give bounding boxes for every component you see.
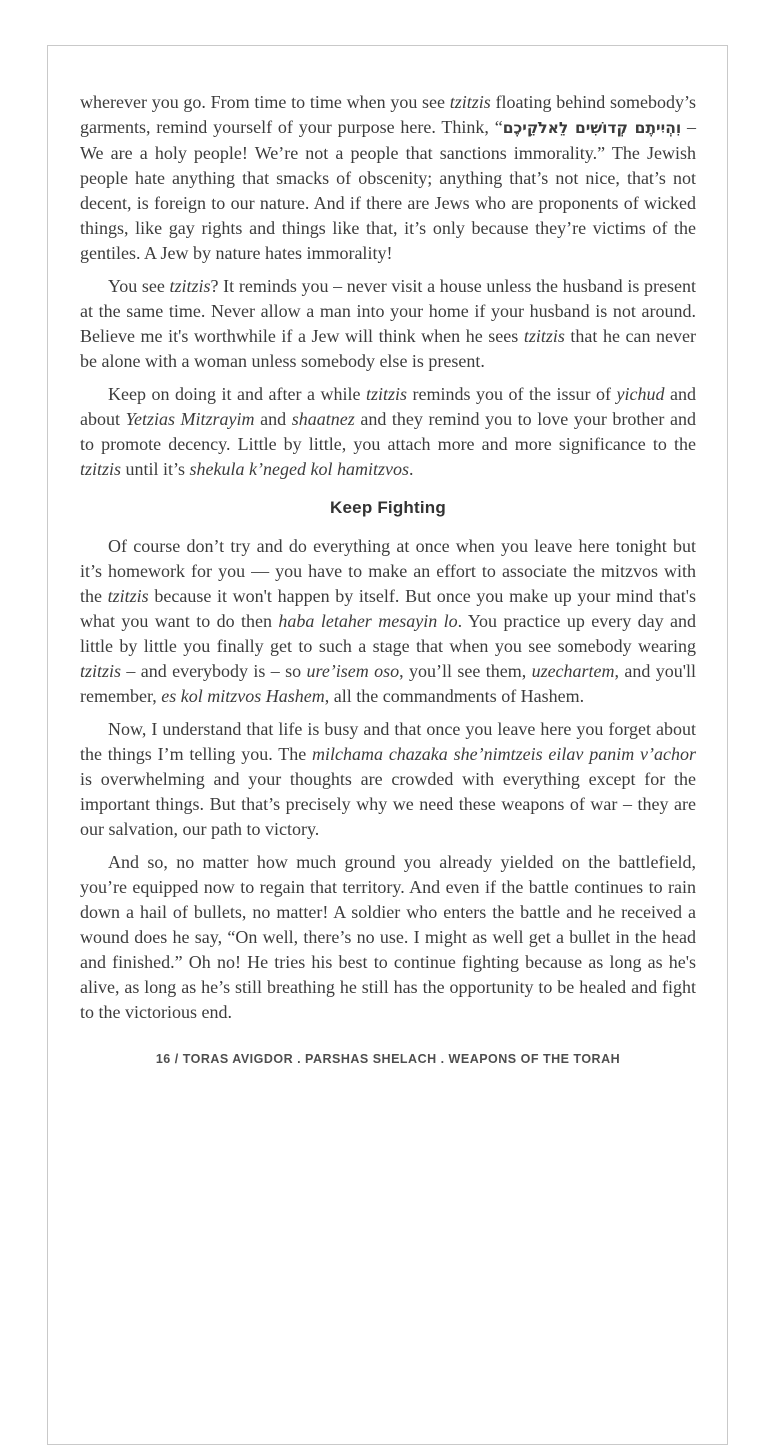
italic-term: ure’isem oso xyxy=(306,661,400,681)
paragraph xyxy=(80,534,696,709)
text-run: reminds you of the issur of xyxy=(407,384,617,404)
text-run: – and everybody is – so xyxy=(121,661,307,681)
italic-term: tzitzis xyxy=(169,276,211,296)
page-number: 16 xyxy=(155,1052,171,1066)
text-run: and xyxy=(254,409,292,429)
hebrew-verse: וִהְיִיתֶם קְדוֹשִׁים לֵאלֹקֵיכֶם xyxy=(502,119,682,137)
page-content xyxy=(48,46,727,1072)
text-run: Keep on doing it and after a while xyxy=(108,384,366,404)
italic-term: tzitzis xyxy=(523,326,565,346)
paragraph xyxy=(80,850,696,1025)
italic-term: milchama chazaka she’nimtzeis eilav panim v’achor xyxy=(312,744,696,764)
text-run: , all the commandments of Hashem. xyxy=(324,686,585,706)
italic-term: tzitzis xyxy=(449,92,491,112)
text-run: You see xyxy=(108,276,170,296)
text-run: ? It reminds you – never visit a house unless the husband is present at the same time. Never allow a man into your home if your husband is not around. Believe me it's worthwhile if a Jew will think when he sees xyxy=(80,276,696,346)
paragraph xyxy=(80,274,696,374)
italic-term: tzitzis xyxy=(107,586,149,606)
italic-term: tzitzis xyxy=(365,384,407,404)
italic-term: uzechartem xyxy=(531,661,615,681)
section-heading: Keep Fighting xyxy=(330,498,446,517)
text-run: because it won't happen by itself. But once you make up your mind that's what you want to do then xyxy=(80,586,696,631)
document-page xyxy=(47,45,728,1445)
text-run: And so, no matter how much ground you already yielded on the battlefield, you’re equipped now to regain that territory. And even if the battle continues to rain down a hail of bullets, no matter! A soldier who enters the battle and he received a wound does he say, “On well, there’s no use. I might as well get a bullet in the head and finished.” Oh no! He tries his best to continue fighting because as long as he's alive, as long as he’s still breathing he still has the opportunity to be healed and fight to the victorious end. xyxy=(80,852,696,1022)
italic-term: Yetzias Mitzrayim xyxy=(125,409,255,429)
italic-term: shekula k’neged kol hamitzvos xyxy=(189,459,409,479)
italic-term: tzitzis xyxy=(80,661,122,681)
text-run: Now, I understand that life is busy and that once you leave here you forget about the things I’m telling you. The xyxy=(80,719,696,764)
text-run: and they remind you to love your brother and to promote decency. Little by little, you attach more and more significance to the xyxy=(80,409,696,454)
text-run: until it’s xyxy=(121,459,190,479)
text-run: that he can never be alone with a woman unless somebody else is present. xyxy=(80,326,696,371)
text-run: . You practice up every day and little by little you finally get to such a stage that when you see somebody wearing xyxy=(80,611,696,656)
text-run: floating behind somebody’s garments, remind yourself of your purpose here. Think, “ xyxy=(80,92,696,137)
italic-term: haba letaher mesayin lo xyxy=(278,611,458,631)
text-run: , you’ll see them, xyxy=(399,661,532,681)
text-run: , and you'll remember, xyxy=(80,661,696,706)
italic-term: yichud xyxy=(616,384,665,404)
footer-title: TORAS AVIGDOR . PARSHAS SHELACH . WEAPONS OF THE TORAH xyxy=(182,1052,621,1066)
footer-separator: / xyxy=(170,1052,183,1066)
paragraph xyxy=(80,717,696,842)
page-footer xyxy=(80,1047,696,1072)
text-run: . xyxy=(408,459,414,479)
text-run: wherever you go. From time to time when you see xyxy=(80,92,450,112)
text-run: – We are a holy people! We’re not a people that sanctions immorality.” The Jewish people hate anything that smacks of obscenity; anything that’s not nice, that’s not decent, is foreign to our nature. And if there are Jews who are proponents of wicked things, like gay rights and things like that, it’s only because they’re victims of the gentiles. A Jew by nature hates immorality! xyxy=(80,117,696,263)
italic-term: tzitzis xyxy=(80,459,122,479)
text-run: is overwhelming and your thoughts are crowded with everything except for the important things. But that’s precisely why we need these weapons of war – they are our salvation, our path to victory. xyxy=(80,769,696,839)
text-run: Of course don’t try and do everything at once when you leave here tonight but it’s homework for you — you have to make an effort to associate the mitzvos with the xyxy=(80,536,696,606)
italic-term: es kol mitzvos Hashem xyxy=(161,686,325,706)
paragraph xyxy=(80,382,696,482)
text-run: and about xyxy=(80,384,696,429)
paragraph xyxy=(80,90,696,266)
italic-term: shaatnez xyxy=(291,409,355,429)
